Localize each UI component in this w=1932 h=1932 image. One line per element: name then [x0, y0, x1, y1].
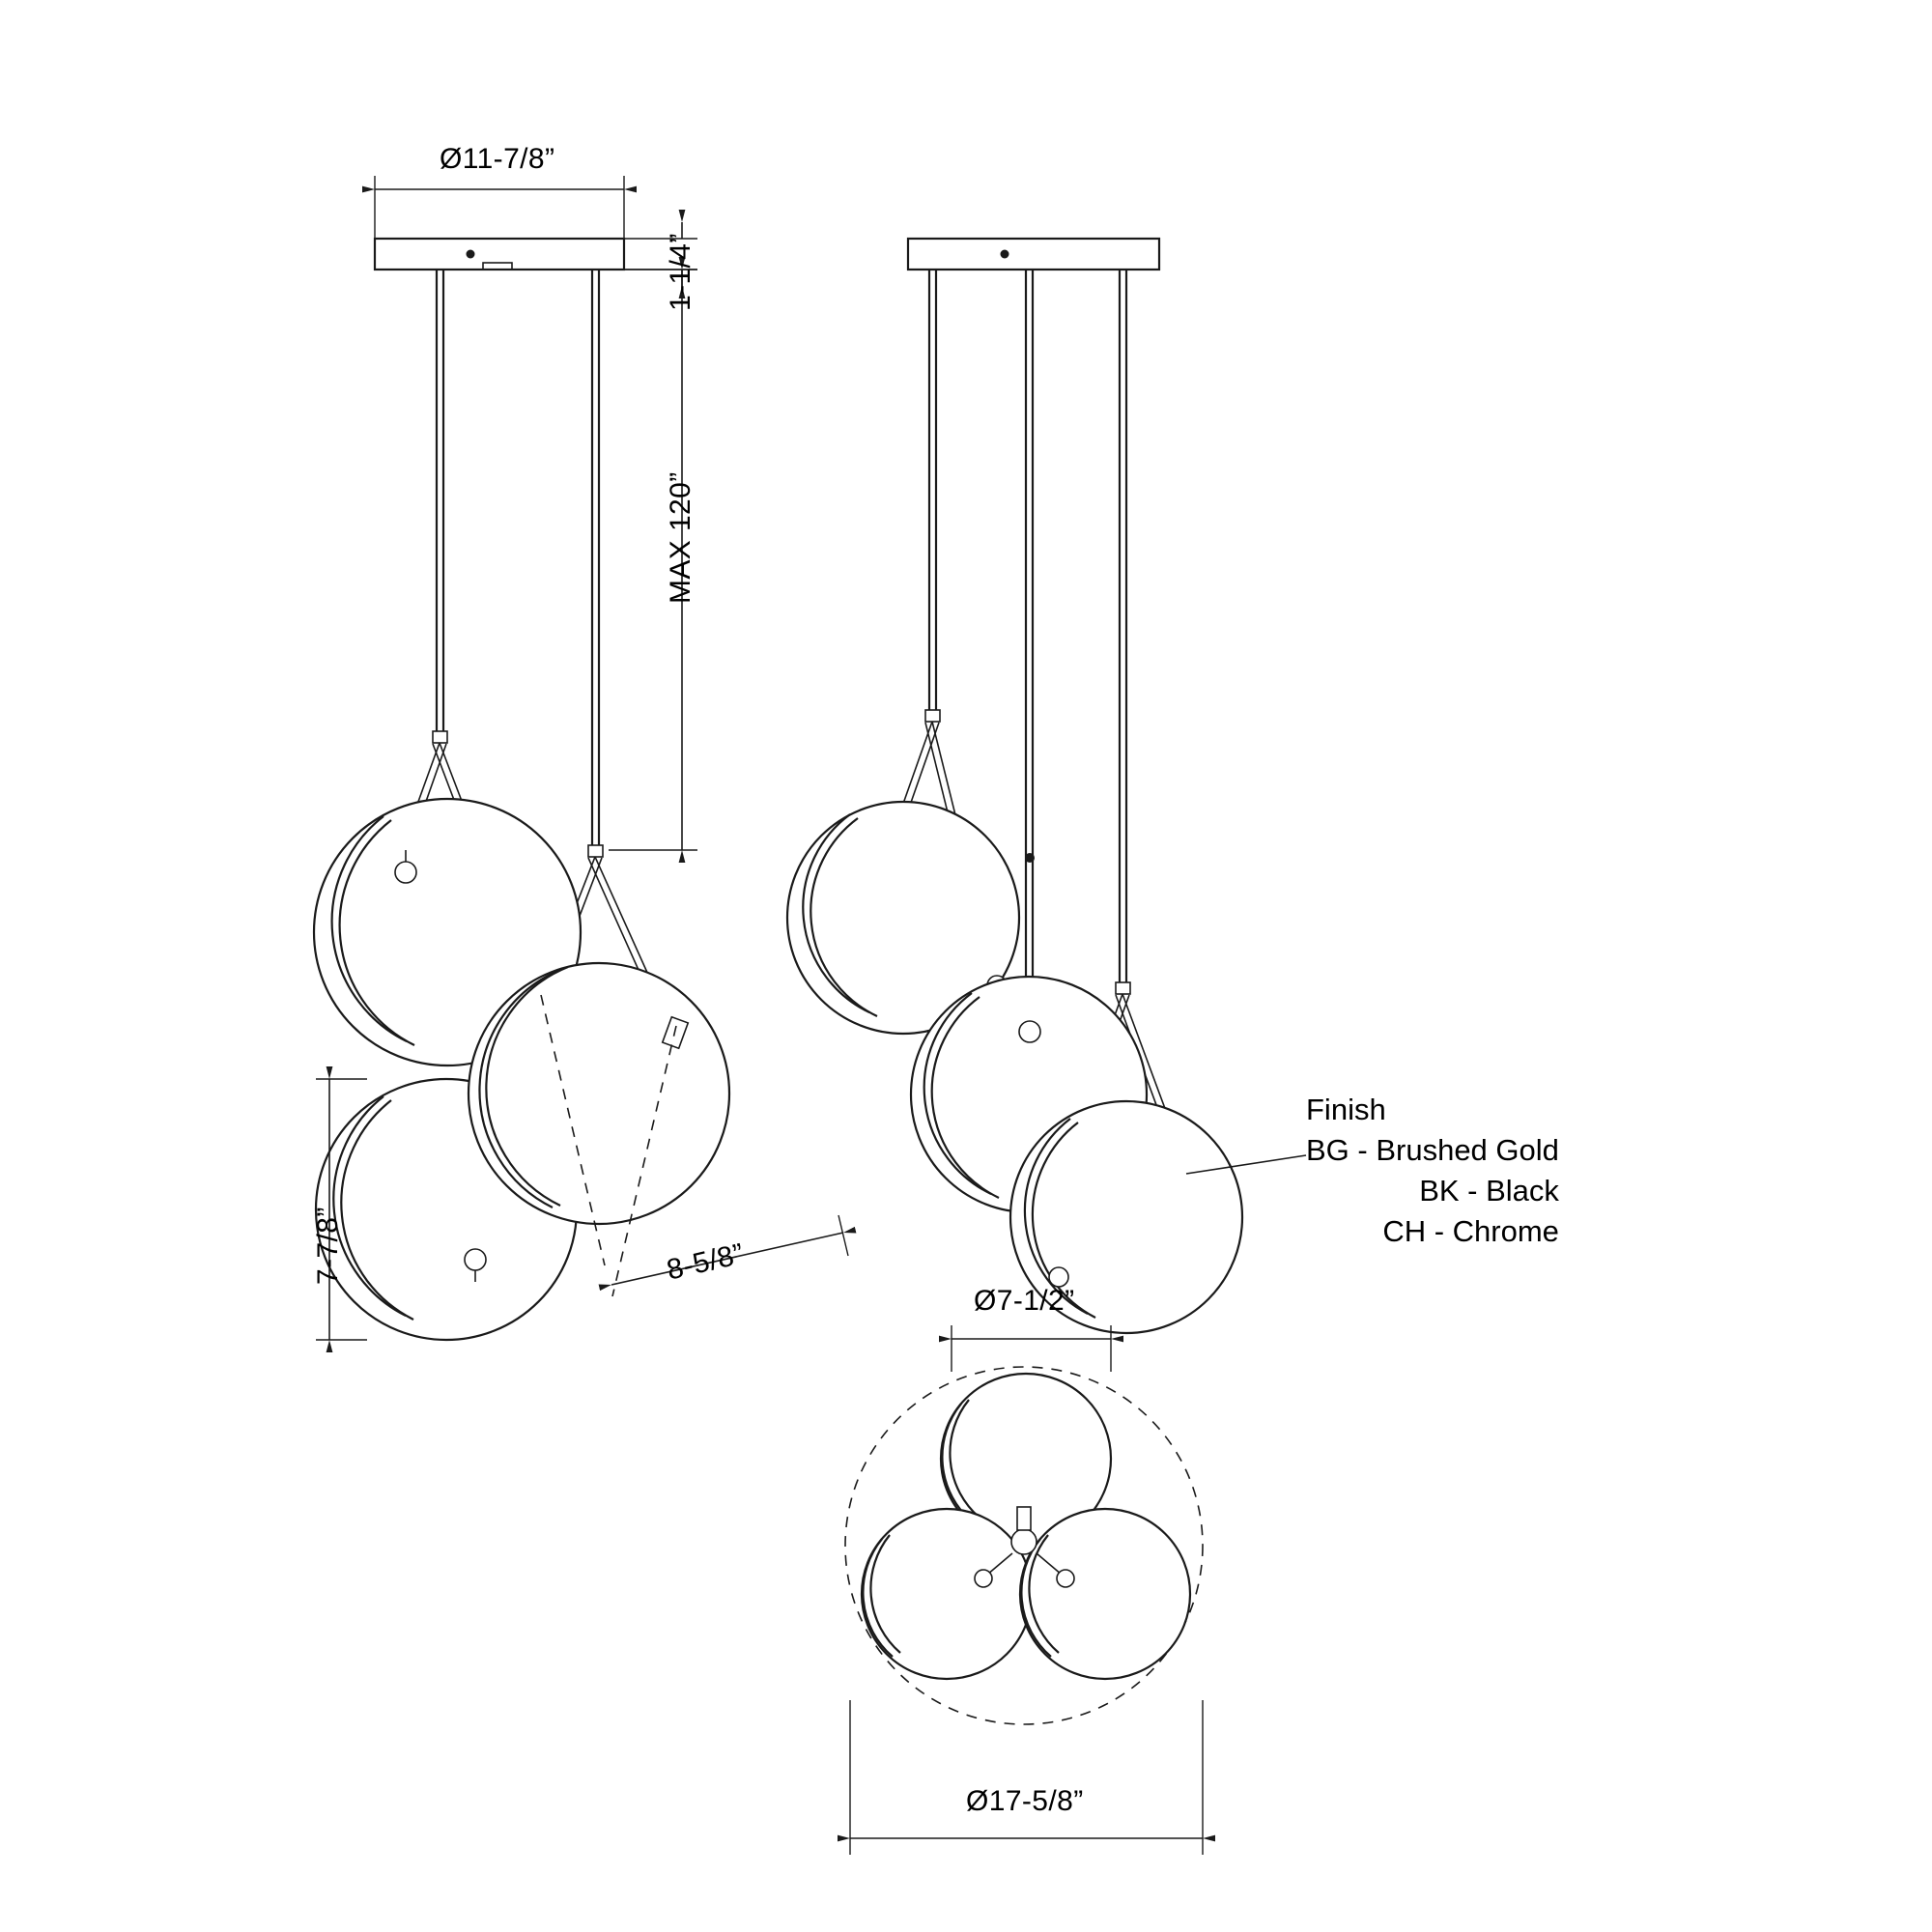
plan-view-group [845, 1325, 1203, 1855]
front-elevation-group [314, 176, 848, 1340]
dim-label-max-drop: MAX 120” [665, 471, 696, 604]
dim-label-canopy-diameter: Ø11-7/8” [440, 143, 555, 175]
finish-option-bg: BG - Brushed Gold [1306, 1133, 1559, 1167]
dim-label-shade-diameter: Ø7-1/2” [974, 1285, 1075, 1317]
dim-label-canopy-height: 1-1/4” [665, 233, 696, 311]
dim-canopy-diameter [375, 176, 624, 239]
dim-label-shade-height: 7-7/8” [312, 1207, 344, 1285]
dim-label-shade-angle-length: 8-5/8” [664, 1237, 748, 1287]
finish-option-ch: CH - Chrome [1382, 1214, 1559, 1248]
side-elevation-group [787, 239, 1306, 1333]
shade-front-right [469, 963, 729, 1224]
finish-option-bk: BK - Black [1419, 1174, 1559, 1208]
finish-legend [1306, 1090, 1559, 1252]
dim-label-overall-diameter: Ø17-5/8” [966, 1785, 1084, 1817]
dim-shade-diameter [952, 1325, 1111, 1372]
dim-overall-diameter [850, 1700, 1203, 1855]
finish-title: Finish [1306, 1093, 1386, 1126]
